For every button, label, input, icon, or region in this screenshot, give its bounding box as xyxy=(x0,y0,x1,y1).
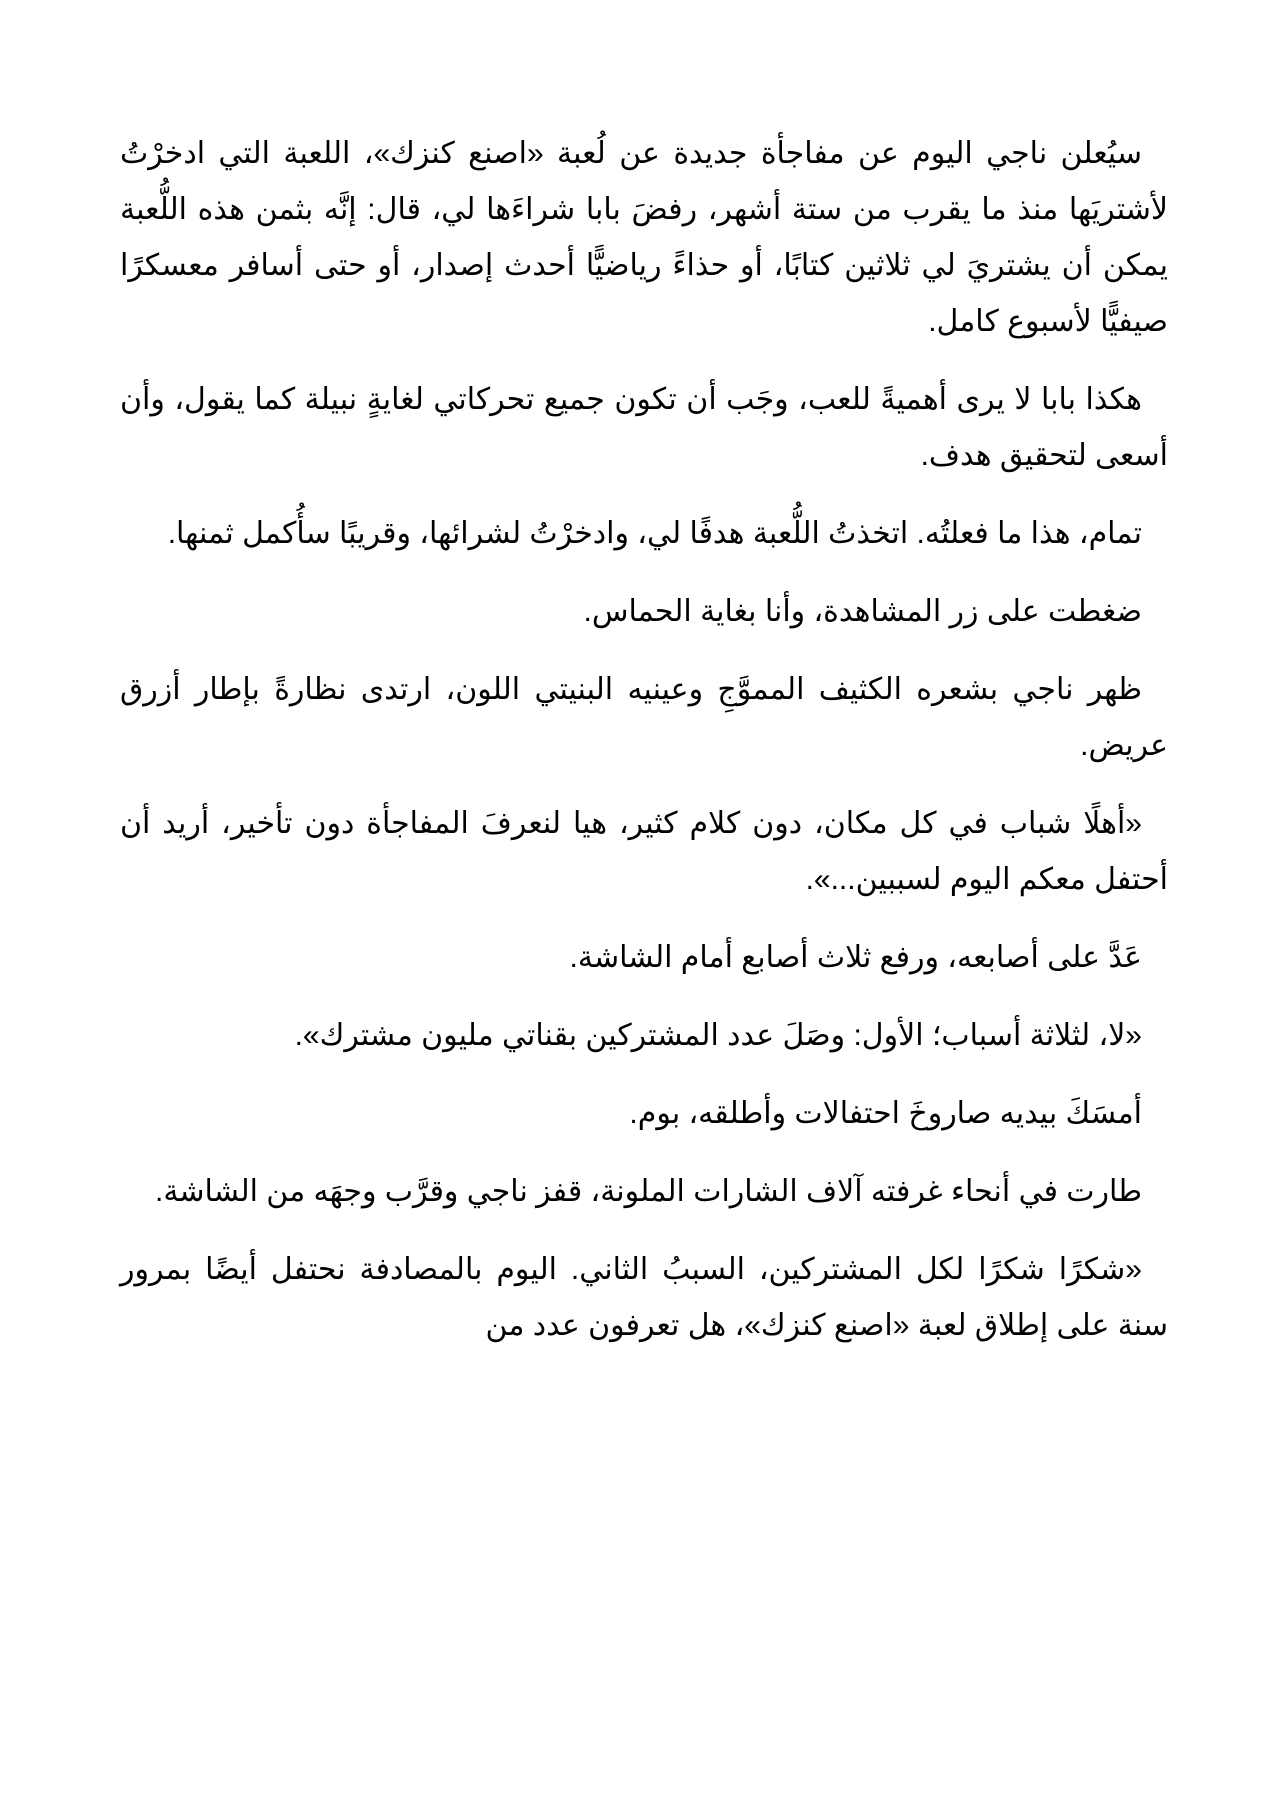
paragraph-10: طارت في أنحاء غرفته آلاف الشارات الملونة، قفز ناجي وقرَّب وجهَه من الشاشة. xyxy=(155,1175,1142,1208)
paragraph-7: عَدَّ على أصابعه، ورفع ثلاث أصابع أمام الشاشة. xyxy=(569,941,1142,974)
paragraph-11: «شكرًا شكرًا لكل المشتركين، السببُ الثاني. اليوم بالمصادفة نحتفل أيضًا بمرور سنة على إطلاق لعبة «اصنع كنزك»، هل تعرفون عدد من xyxy=(120,1253,1168,1342)
paragraph-9: أمسَكَ بيديه صاروخَ احتفالات وأطلقه، بوم. xyxy=(629,1097,1142,1130)
paragraph-5: ظهر ناجي بشعره الكثيف المموَّجِ وعينيه البنيتي اللون، ارتدى نظارةً بإطار أزرق عريض. xyxy=(120,673,1168,762)
paragraph-6: «أهلًا شباب في كل مكان، دون كلام كثير، هيا لنعرفَ المفاجأة دون تأخير، أريد أن أحتفل معكم اليوم لسببين...». xyxy=(120,807,1168,896)
paragraph-2: هكذا بابا لا يرى أهميةً للعب، وجَب أن تكون جميع تحركاتي لغايةٍ نبيلة كما يقول، وأن أسعى لتحقيق هدف. xyxy=(120,383,1168,472)
paragraph-1: سيُعلن ناجي اليوم عن مفاجأة جديدة عن لُعبة «اصنع كنزك»، اللعبة التي ادخرْتُ لأشتريَها منذ ما يقرب من ستة أشهر، رفضَ بابا شراءَها لي، قال: إنَّه بثمن هذه اللُّعبة يمكن أن يشتريَ لي ثلاثين كتابًا، أو حذاءً رياضيًّا أحدث إصدار، أو حتى أسافر معسكرًا صيفيًّا لأسبوع كامل. xyxy=(120,137,1168,338)
document-page xyxy=(120,126,1168,1376)
paragraph-8: «لا، لثلاثة أسباب؛ الأول: وصَلَ عدد المشتركين بقناتي مليون مشترك». xyxy=(294,1019,1142,1052)
paragraph-3: تمام، هذا ما فعلتُه. اتخذتُ اللُّعبة هدفًا لي، وادخرْتُ لشرائها، وقريبًا سأُكمل ثمنها. xyxy=(167,517,1142,550)
paragraph-4: ضغطت على زر المشاهدة، وأنا بغاية الحماس. xyxy=(583,595,1142,628)
